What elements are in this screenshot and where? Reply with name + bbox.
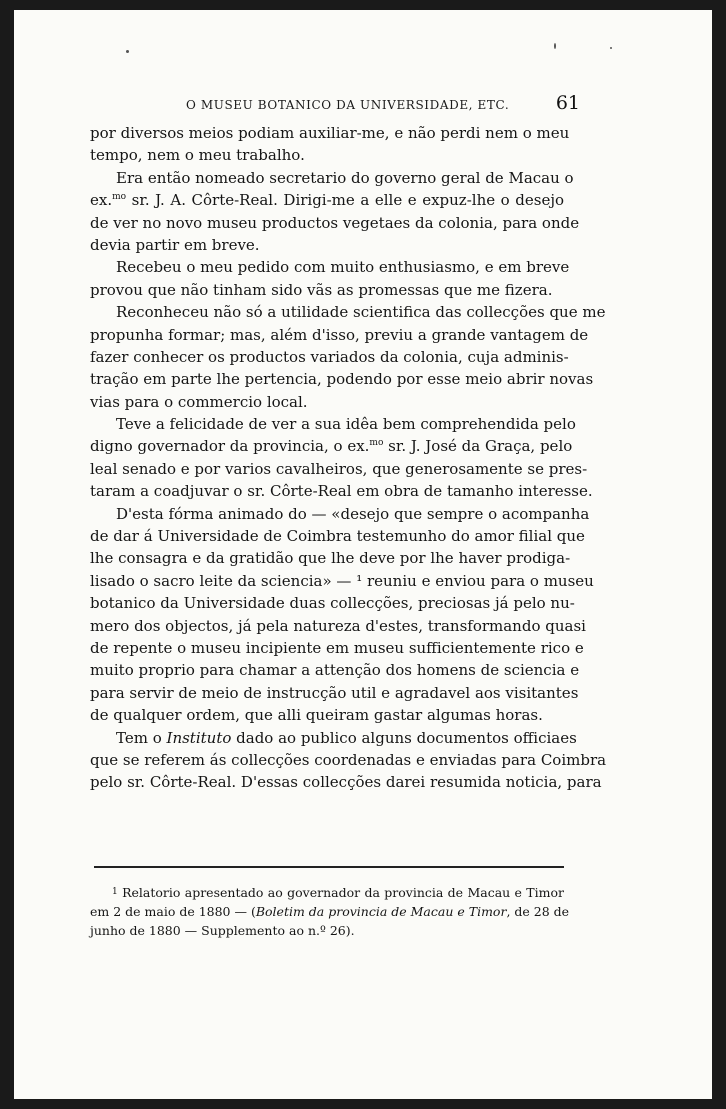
text-line: de repente o museu incipiente em museu sufficientemente rico e <box>90 638 584 657</box>
footnote <box>90 883 570 940</box>
text-line: fazer conhecer os productos variados da colonia, cuja adminis- <box>90 347 569 366</box>
text-line: ex.$^{mo}$ sr. J. A. Côrte-Real. Dirigi-me a elle e expuz-lhe o desejo <box>90 191 564 210</box>
scan-speck <box>610 47 612 49</box>
text-line: provou que não tinham sido vãs as promessas que me fizera. <box>90 280 553 299</box>
scan-speck <box>126 50 129 53</box>
text-line: pelo sr. Côrte-Real. D'essas collecções darei resumida noticia, para <box>90 773 602 792</box>
footnote-citation: Boletim da provincia de Macau e Timor <box>255 904 507 919</box>
footnote-line <box>90 883 564 902</box>
text-line: botanico da Universidade duas collecções, preciosas já pelo nu- <box>90 594 575 613</box>
text-line: Era então nomeado secretario do governo geral de Macau o <box>116 168 574 187</box>
text-line: de ver no novo museu productos vegetaes da colonia, para onde <box>90 213 580 232</box>
footnote-divider <box>94 866 564 868</box>
text-line: D'esta fórma animado do — «desejo que sempre o acompanha <box>116 504 590 523</box>
footnote-text: em 2 de maio de 1880 — ( <box>90 904 256 919</box>
book-page <box>14 10 712 1099</box>
text-line: para servir de meio de instrucção util e agradavel aos visitantes <box>90 683 579 702</box>
text-line: leal senado e por varios cavalheiros, que generosamente se pres- <box>90 459 588 478</box>
footnote-text: , de 28 de <box>506 904 570 919</box>
page-header <box>174 90 584 120</box>
page-number: 61 <box>555 92 580 114</box>
text-line: muito proprio para chamar a attenção dos homens de sciencia e <box>90 661 580 680</box>
text-line: tração em parte lhe pertencia, podendo por esse meio abrir novas <box>90 370 594 389</box>
text-line: tempo, nem o meu trabalho. <box>90 146 305 165</box>
text-line: taram a coadjuvar o sr. Côrte-Real em obra de tamanho interesse. <box>90 482 593 501</box>
text-line: de dar á Universidade de Coimbra testemunho do amor filial que <box>90 527 585 546</box>
running-title: O MUSEU BOTANICO DA UNIVERSIDADE, ETC. <box>186 98 510 112</box>
text-line: de qualquer ordem, que alli queiram gastar algumas horas. <box>90 706 543 725</box>
scan-speck <box>554 43 556 49</box>
text-line: lisado o sacro leite da sciencia» — ¹ reuniu e enviou para o museu <box>90 571 594 590</box>
body-text <box>90 122 607 794</box>
footnote-line <box>90 902 570 921</box>
text-line: por diversos meios podiam auxiliar-me, e não perdi nem o meu <box>90 124 570 142</box>
text-line: propunha formar; mas, além d'isso, previu a grande vantagem de <box>90 325 589 344</box>
text-line: mero dos objectos, já pela natureza d'estes, transformando quasi <box>90 616 586 635</box>
text-line: Tem o Instituto dado ao publico alguns documentos officiaes <box>116 728 577 747</box>
text-line: Reconheceu não só a utilidade scientifica das collecções que me <box>116 303 606 322</box>
text-line: digno governador da provincia, o ex.$^{mo}$ sr. J. José da Graça, pelo <box>90 437 573 456</box>
footnote-text: Relatorio apresentado ao governador da provincia de Macau e Timor <box>122 885 564 900</box>
text-line: lhe consagra e da gratidão que lhe deve por lhe haver prodiga- <box>90 549 571 568</box>
text-line: vias para o commercio local. <box>90 392 308 411</box>
text-line: Teve a felicidade de ver a sua idêa bem comprehendida pelo <box>116 415 576 434</box>
footnote-marker: 1 <box>112 887 118 897</box>
footnote-line: junho de 1880 — Supplemento ao n.º 26). <box>90 923 355 938</box>
text-line: devia partir em breve. <box>90 235 260 254</box>
text-line: que se referem ás collecções coordenadas e enviadas para Coimbra <box>90 750 607 769</box>
text-line: Recebeu o meu pedido com muito enthusiasmo, e em breve <box>116 258 570 277</box>
